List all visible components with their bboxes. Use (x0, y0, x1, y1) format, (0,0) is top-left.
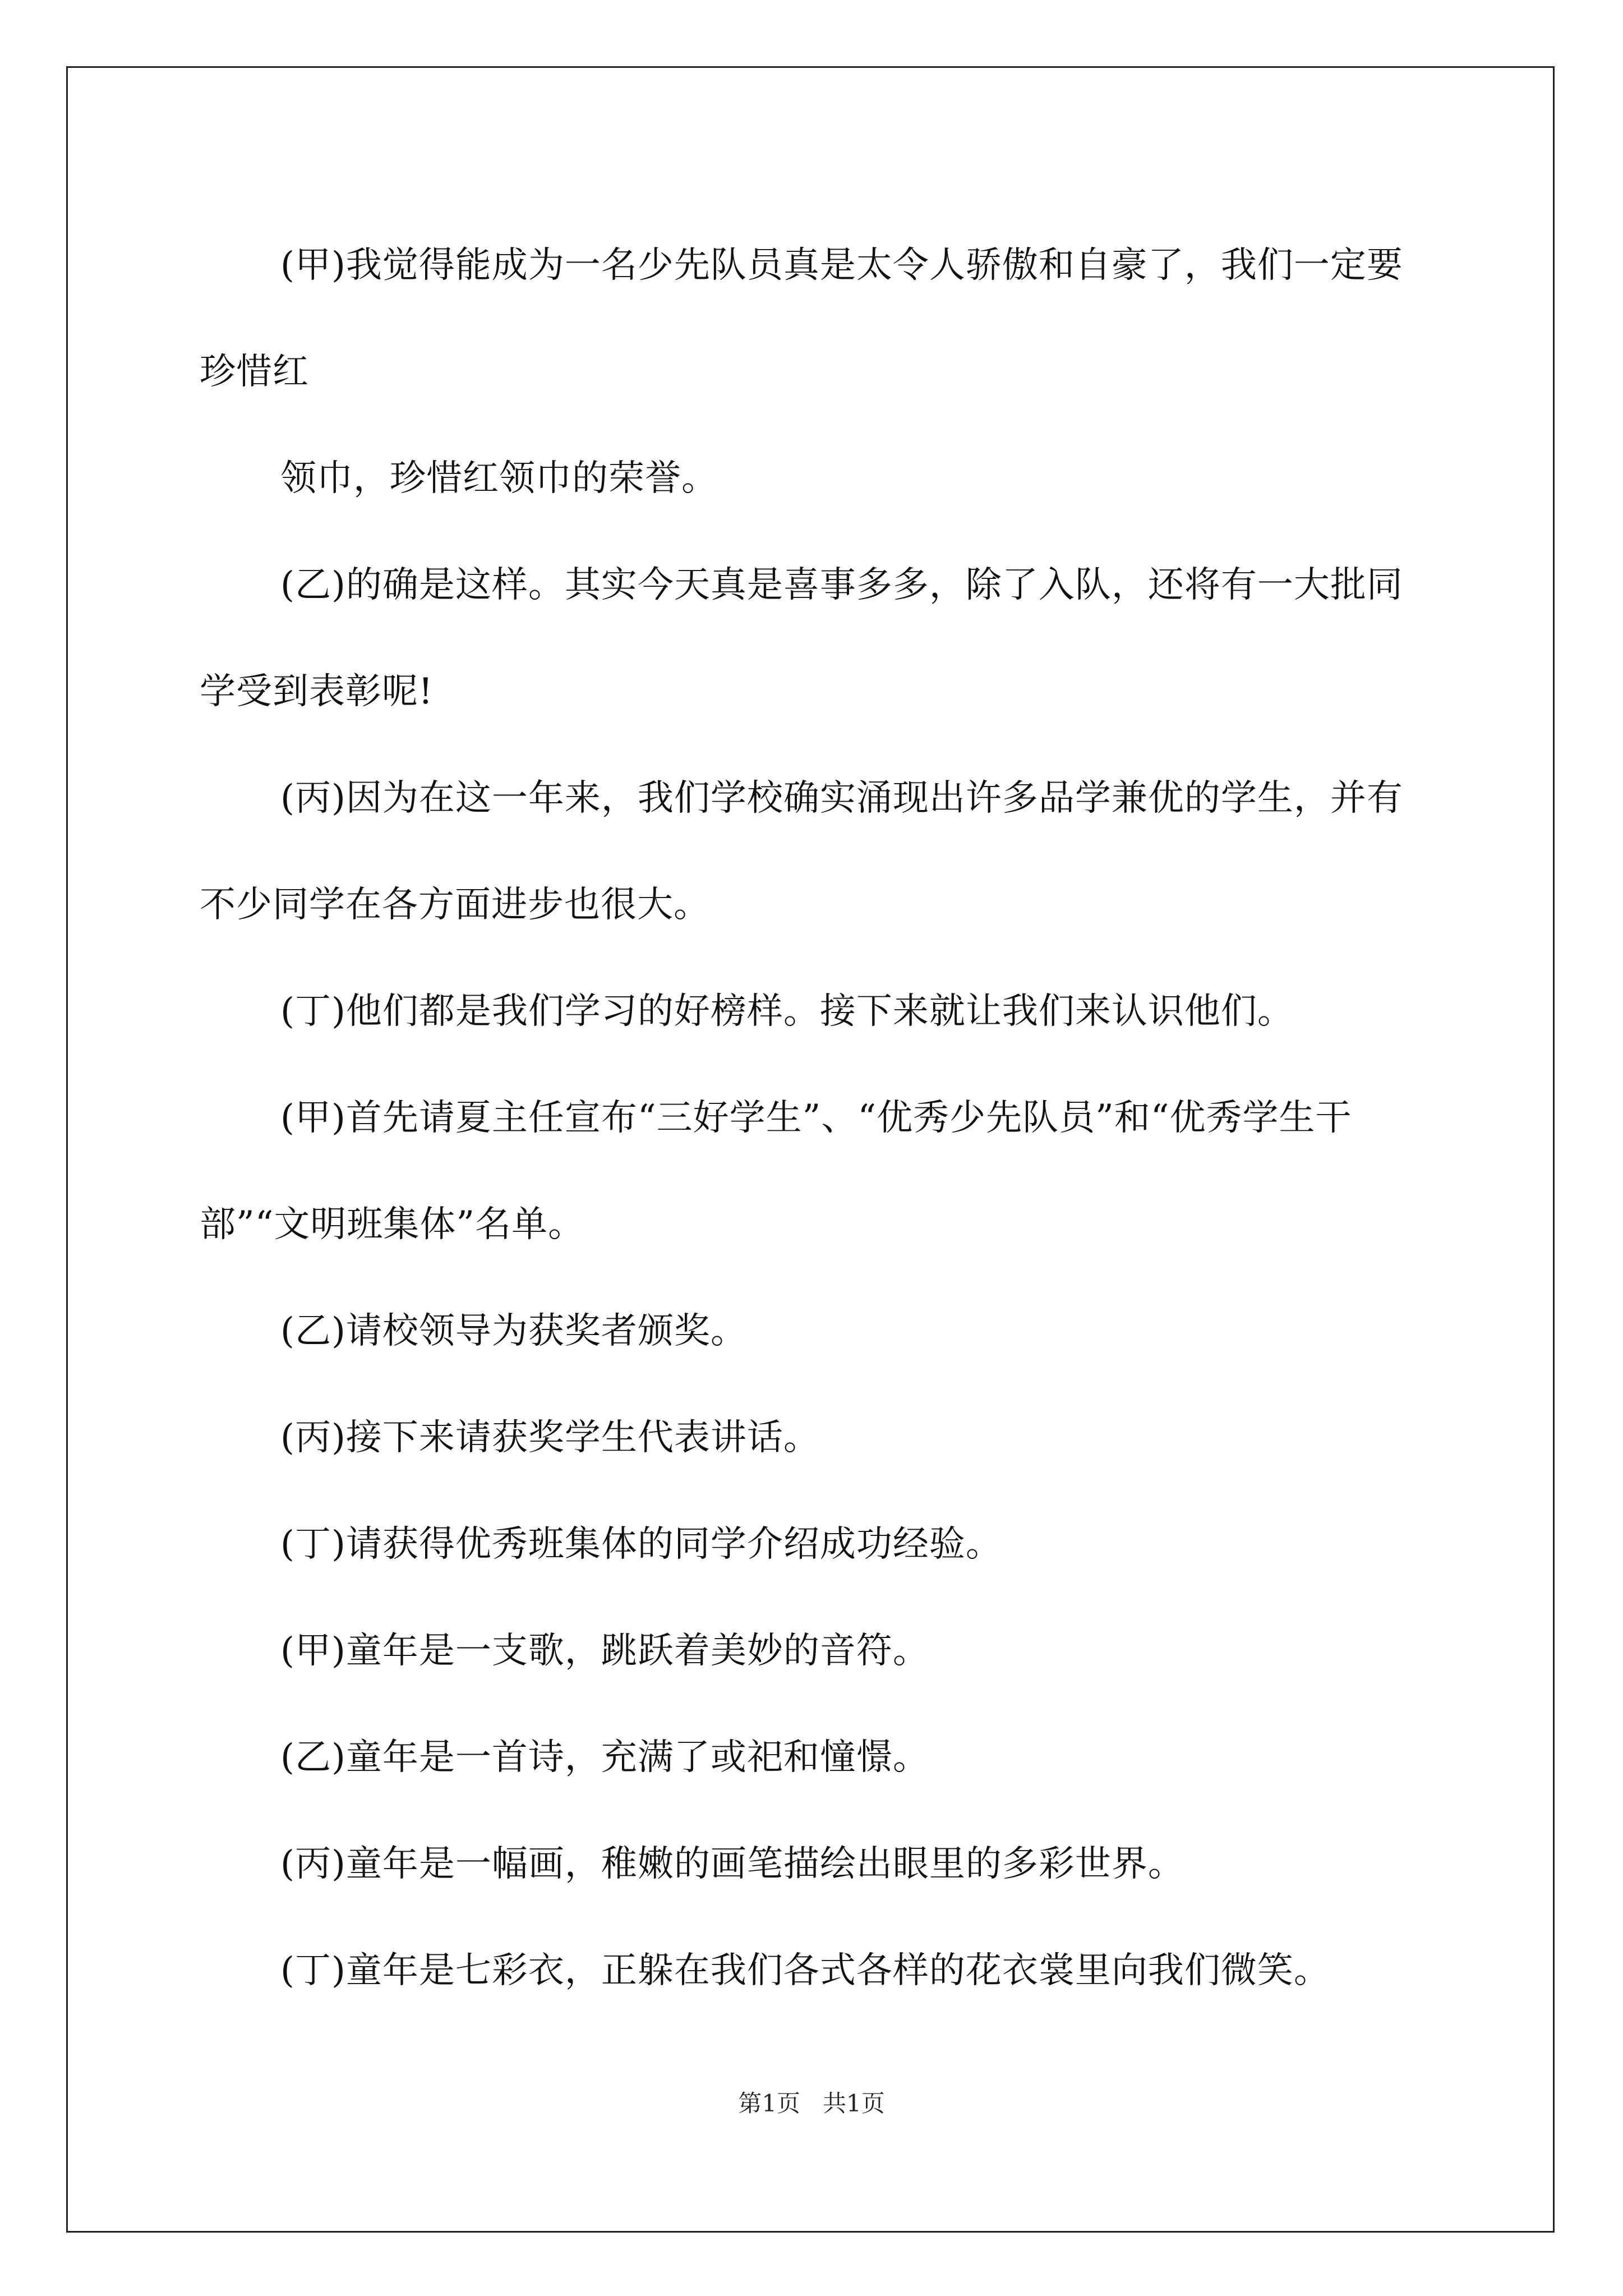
paragraph-8: (丙)接下来请获奖学生代表讲话。 (280, 1417, 820, 1458)
paragraph-3: (乙)的确是这样。其实今天真是喜事多多，除了入队，还将有一大批同学受到表彰呢! (200, 564, 1403, 712)
page-footer (0, 2087, 1623, 2120)
paragraph-5: (丁)他们都是我们学习的好榜样。接下来就让我们来认识他们。 (280, 991, 1294, 1032)
paragraph-10: (甲)童年是一支歌，跳跃着美妙的音符。 (280, 1630, 929, 1672)
document-body (200, 212, 1428, 2024)
paragraph-12: (丙)童年是一幅画，稚嫩的画笔描绘出眼里的多彩世界。 (280, 1843, 1184, 1885)
paragraph-11: (乙)童年是一首诗，充满了或祀和憧憬。 (280, 1737, 929, 1778)
paragraph-6: (甲)首先请夏主任宣布“三好学生”、“优秀少先队员”和“优秀学生干部”“文明班集体”名单。 (200, 1097, 1352, 1245)
page-total: 共1页 (823, 2090, 885, 2117)
paragraph-4: (丙)因为在这一年来，我们学校确实涌现出许多品学兼优的学生，并有不少同学在各方面进步也很大。 (200, 777, 1403, 926)
page-number: 第1页 (738, 2090, 800, 2117)
paragraph-1: (甲)我觉得能成为一名少先队员真是太令人骄傲和自豪了，我们一定要珍惜红 (200, 245, 1403, 393)
paragraph-13: (丁)童年是七彩衣，正躲在我们各式各样的花衣裳里向我们微笑。 (280, 1950, 1330, 1991)
paragraph-9: (丁)请获得优秀班集体的同学介绍成功经验。 (280, 1524, 1002, 1565)
paragraph-2: 领巾，珍惜红领巾的荣誉。 (280, 458, 718, 499)
paragraph-7: (乙)请校领导为获奖者颁奖。 (280, 1310, 747, 1352)
